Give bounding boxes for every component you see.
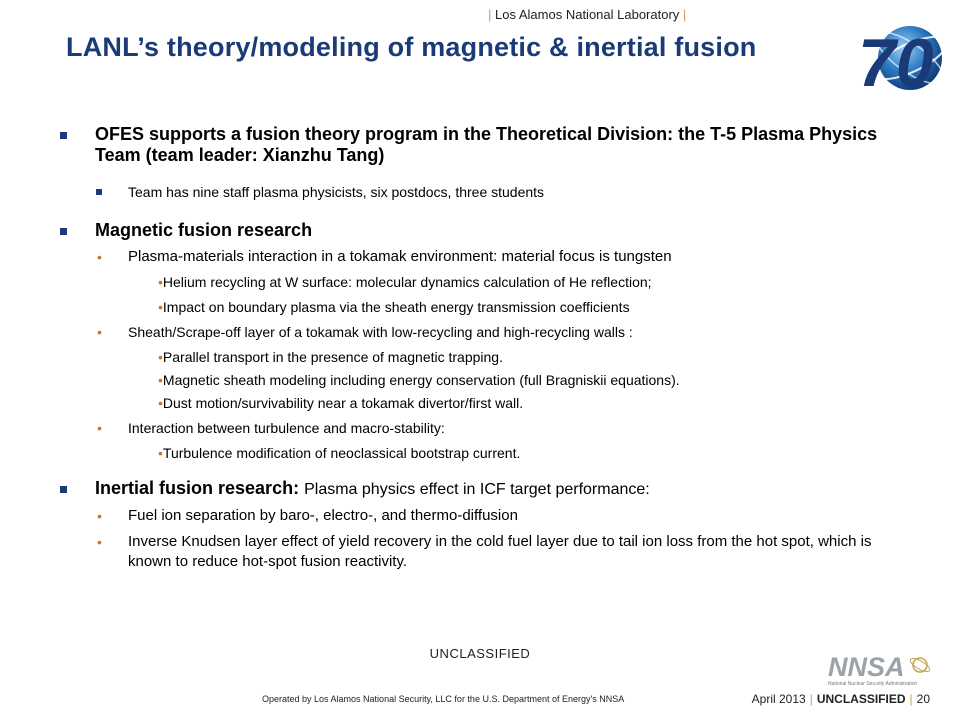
bullet-text-bold: Inertial fusion research: bbox=[95, 478, 300, 498]
bullet-sheath bbox=[58, 322, 908, 342]
bullet-parallel bbox=[58, 347, 908, 367]
bullet-text: Plasma-materials interaction in a tokamak environment: material focus is tungsten bbox=[128, 248, 672, 265]
bullet-fuel-ion bbox=[58, 506, 908, 526]
lanl-70-anniversary-logo bbox=[844, 12, 948, 100]
square-bullet-icon bbox=[60, 228, 67, 235]
page-number: 20 bbox=[916, 692, 930, 706]
square-bullet-icon bbox=[96, 189, 102, 195]
bullet-text: Impact on boundary plasma via the sheath energy transmission coefficients bbox=[162, 299, 630, 315]
nnsa-logo bbox=[824, 652, 936, 688]
bullet-text: Parallel transport in the presence of magnetic trapping. bbox=[162, 349, 503, 365]
separator: | bbox=[488, 7, 492, 22]
bullet-magnetic bbox=[58, 220, 908, 241]
footer bbox=[0, 690, 960, 720]
bullet-helium bbox=[58, 272, 908, 292]
bullet-dust bbox=[58, 393, 908, 413]
dot-bullet-icon: • bbox=[158, 349, 163, 365]
dot-bullet-icon: • bbox=[97, 534, 102, 550]
bullet-text: Team has nine staff plasma physicists, six postdocs, three students bbox=[128, 184, 545, 200]
bullet-text: Sheath/Scrape-off layer of a tokamak with low-recycling and high-recycling walls : bbox=[128, 324, 633, 340]
footer-operated: Operated by Los Alamos National Security, LLC for the U.S. Department of Energy's NNSA bbox=[262, 694, 625, 704]
bullet-text: Magnetic sheath modeling including energy conservation (full Bragniskii equations). bbox=[162, 372, 680, 388]
nnsa-logo-text: NNSA bbox=[828, 652, 905, 682]
classification-label: UNCLASSIFIED bbox=[429, 646, 531, 661]
bullet-inertial bbox=[58, 478, 908, 500]
dot-bullet-icon: • bbox=[158, 395, 163, 411]
bullet-boundary bbox=[58, 297, 908, 317]
bullet-text: Interaction between turbulence and macro-stability: bbox=[128, 420, 445, 436]
bullet-text: Magnetic fusion research bbox=[95, 220, 313, 240]
bullet-turbulence bbox=[58, 418, 908, 438]
bullet-pmi bbox=[58, 247, 908, 267]
bullet-ofes bbox=[58, 124, 908, 166]
org-name: Los Alamos National Laboratory bbox=[495, 7, 680, 22]
separator: | bbox=[809, 692, 813, 706]
bullet-knudsen bbox=[58, 532, 908, 572]
slide-body bbox=[58, 124, 908, 572]
dot-bullet-icon: • bbox=[97, 508, 102, 524]
square-bullet-icon bbox=[60, 486, 67, 493]
bullet-text: OFES supports a fusion theory program in the Theoretical Division: the T-5 Plasma Physics Team (team leader: Xianzhu Tang) bbox=[95, 124, 878, 165]
bullet-text: Plasma physics effect in ICF target performance: bbox=[304, 481, 650, 498]
bullet-bootstrap bbox=[58, 443, 908, 463]
org-header bbox=[488, 7, 686, 22]
dot-bullet-icon: • bbox=[158, 372, 163, 388]
bullet-team bbox=[58, 182, 908, 202]
bullet-msheath bbox=[58, 370, 908, 390]
dot-bullet-icon: • bbox=[158, 299, 163, 315]
logo-number: 70 bbox=[858, 25, 934, 100]
bullet-text: Dust motion/survivability near a tokamak divertor/first wall. bbox=[162, 395, 524, 411]
slide-title: LANL’s theory/modeling of magnetic & inertial fusion bbox=[66, 32, 757, 62]
bullet-text: Inverse Knudsen layer effect of yield recovery in the cold fuel layer due to tail ion loss from the hot spot, which is known to reduce hot-spot fusion reactivity. bbox=[128, 533, 872, 570]
separator: | bbox=[909, 692, 913, 706]
bullet-text: Turbulence modification of neoclassical bootstrap current. bbox=[162, 445, 521, 461]
nnsa-logo-subtitle: National Nuclear Security Administration bbox=[828, 681, 918, 687]
bullet-text: Helium recycling at W surface: molecular dynamics calculation of He reflection; bbox=[162, 274, 652, 290]
separator: | bbox=[682, 7, 687, 22]
dot-bullet-icon: • bbox=[97, 420, 102, 436]
footer-classification: UNCLASSIFIED bbox=[816, 692, 906, 706]
footer-date: April 2013 bbox=[751, 692, 806, 706]
dot-bullet-icon: • bbox=[158, 445, 163, 461]
square-bullet-icon bbox=[60, 132, 67, 139]
bullet-text: Fuel ion separation by baro-, electro-, and thermo-diffusion bbox=[128, 507, 518, 524]
footer-right bbox=[752, 692, 930, 706]
dot-bullet-icon: • bbox=[97, 324, 102, 340]
dot-bullet-icon: • bbox=[158, 274, 163, 290]
dot-bullet-icon: • bbox=[97, 249, 102, 265]
